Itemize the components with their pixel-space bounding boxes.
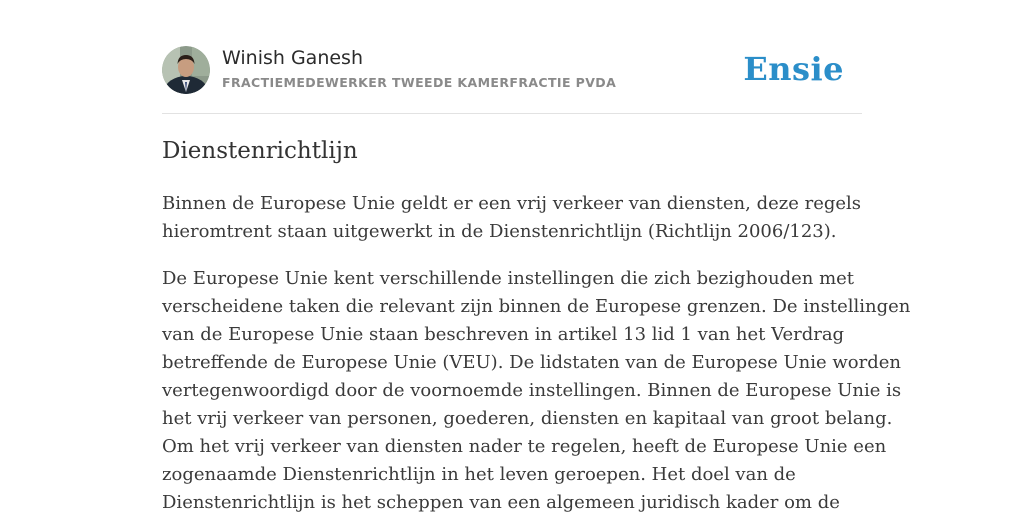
paragraph-line: vertegenwoordigd door de voornoemde instellingen. Binnen de Europese Unie is [162, 380, 902, 401]
paragraph-line: De Europese Unie kent verschillende instellingen die zich bezighouden met [162, 268, 855, 289]
author-header [162, 46, 862, 96]
paragraph-line: zogenaamde Dienstenrichtlijn in het leven geroepen. Het doel van de [162, 464, 796, 485]
author-role: FRACTIEMEDEWERKER TWEEDE KAMERFRACTIE PVDA [222, 75, 617, 90]
article-paragraph [162, 265, 911, 512]
paragraph-line: van de Europese Unie staan beschreven in artikel 13 lid 1 van het Verdrag [162, 324, 845, 345]
article-paragraph [162, 190, 867, 246]
paragraph-line: verscheidene taken die relevant zijn binnen de Europese grenzen. De instellingen [162, 296, 911, 317]
paragraph-line: betreffende de Europese Unie (VEU). De lidstaten van de Europese Unie worden [162, 352, 901, 373]
header-divider [162, 113, 862, 114]
paragraph-line: Om het vrij verkeer van diensten nader te regelen, heeft de Europese Unie een [162, 436, 887, 457]
article-body [162, 190, 911, 512]
brand-logo[interactable]: Ensie [743, 50, 844, 88]
avatar[interactable] [162, 46, 210, 94]
avatar-photo [162, 46, 210, 94]
paragraph-line: hieromtrent staan uitgewerkt in de Dienstenrichtlijn (Richtlijn 2006/123). [162, 221, 837, 242]
paragraph-line: het vrij verkeer van personen, goederen, diensten en kapitaal van groot belang. [162, 408, 893, 429]
article-title: Dienstenrichtlijn [162, 138, 358, 164]
paragraph-line: Dienstenrichtlijn is het scheppen van een algemeen juridisch kader om de [162, 492, 840, 512]
paragraph-line: Binnen de Europese Unie geldt er een vrij verkeer van diensten, deze regels [162, 193, 862, 214]
author-name[interactable]: Winish Ganesh [222, 47, 363, 69]
